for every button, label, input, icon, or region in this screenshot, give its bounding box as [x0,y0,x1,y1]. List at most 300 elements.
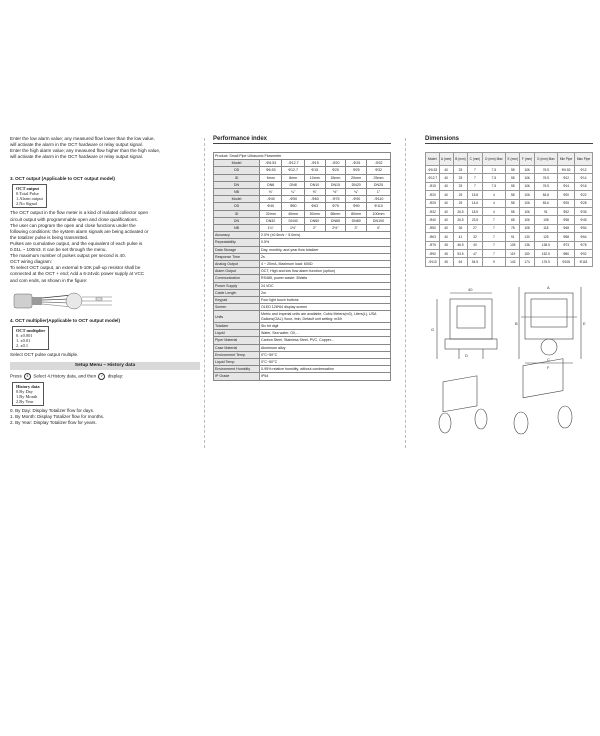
dimensions-cell: 23.5 [468,216,483,224]
spec-label: Piper Material [214,337,260,344]
oct-output-box-title: OCT output [16,186,39,192]
size-row [214,181,391,188]
dimensions-cell: Φ54 [574,224,592,232]
spec-label: Units [214,311,260,323]
spec-value: Day, monthly, and year flow totalizer [260,246,391,253]
history-line: 1. By Month: Display Totalizer flow for months. [10,413,105,419]
size-row-label: Model [214,160,260,167]
size-cell: 1¼" [260,225,282,232]
spec-label: Power Supply [214,282,260,289]
size-cell: Φ20 [325,167,346,174]
size-row [214,210,391,217]
size-cell: -Φ75 [325,196,346,203]
dimensions-row [426,182,593,190]
dimensions-cell: 25 [453,166,467,174]
dimensions-cell: 4 [482,207,505,215]
size-cell: -Φ50 [282,196,304,203]
size-cell: Φ75 [325,203,346,210]
size-cell: 20mm [346,174,367,181]
setup-menu-history-bar: Setup Menu – History data [10,362,200,370]
dimensions-cell: 40 [439,174,453,182]
spec-label: Environment Temp. [214,351,260,358]
dimensions-header-cell: E (mm) [506,153,520,166]
dimensions-cell: Φ25 [558,199,575,207]
oct-multiplier-text: Select OCT pulse output multiple. [10,351,79,357]
dimensions-cell: 7 [482,241,505,249]
size-cell: 100mm [367,210,391,217]
dimensions-cell: 136 [520,241,534,249]
spec-row [214,239,391,246]
dimensions-cell: -Φ110 [426,258,440,266]
spec-label: Screen [214,304,260,311]
spec-label: Environment Humidity [214,366,260,373]
dimensions-header-cell: C (mm) [468,153,483,166]
spec-value: 24 VDC [260,282,391,289]
dimensions-cell: 7 [482,249,505,257]
size-cell: Φ63 [304,203,325,210]
size-cell: -Φ15 [304,160,325,167]
size-cell: DN50 [304,217,325,224]
dimensions-cell: 76.5 [534,174,558,182]
label-g: G [431,326,435,332]
dimensions-cell: 176.5 [534,258,558,266]
dimensions-cell: 138.5 [534,241,558,249]
spec-row [214,246,391,253]
label-d: D [465,352,468,358]
key-4-icon: 4 [24,373,31,380]
history-option: 0.By Day [16,388,33,394]
spec-row [214,359,391,366]
dimensions-cell: Φ14 [574,174,592,182]
dimensions-row [426,199,593,207]
dimensions-header-cell: Min Pipe [558,153,575,166]
oct-output-line: The maximum number of pulses output per second is 40. [10,253,126,259]
oct-output-line: 0.01L ~ 100m3. It can be set through the menu. [10,247,107,253]
size-cell: 4" [367,225,391,232]
dimensions-cell: 25 [453,191,467,199]
performance-table [213,152,391,381]
dimensions-cell: -Φ63 [426,233,440,241]
size-cell: DN80 [346,217,367,224]
size-cell: -Φ90 [346,196,367,203]
size-row [214,160,391,167]
dimensions-cell: 25 [453,174,467,182]
spec-label: Communication [214,275,260,282]
size-cell: Φ15 [304,167,325,174]
dimensions-cell: Φ108 [558,258,575,266]
spec-label: Response Time [214,253,260,260]
dimensions-cell: 40 [439,166,453,174]
dimensions-cell: Φ78 [574,241,592,249]
dimensions-cell: -Φ20 [426,191,440,199]
spec-value: IP54 [260,373,391,380]
dimensions-cell: 40 [439,191,453,199]
dimensions-cell: Φ22 [574,191,592,199]
size-cell: 80mm [346,210,367,217]
size-cell: Φ12.7 [282,167,304,174]
size-cell: 15mm [325,174,346,181]
size-cell: Φ90 [346,203,367,210]
dimensions-cell: 40 [439,233,453,241]
size-row [214,167,391,174]
dimensions-cell: 108 [520,224,534,232]
spec-value: 2.0% (±0.5m/s ~ 5.0m/s) [260,232,391,239]
dimensions-column [425,0,593,600]
oct-multiplier-box-title: OCT multiplier [16,327,46,333]
spec-row [214,282,391,289]
oct-output-line: and com ends, as shown in the figure: [10,277,88,283]
size-row-label: ID [214,210,260,217]
spec-row [214,297,391,304]
dimensions-cell: 91 [506,233,520,241]
dimensions-cell: 26.5 [453,216,467,224]
dimensions-cell: 36 [453,224,467,232]
dimensions-cell: Φ58 [558,233,575,241]
dimensions-row [426,174,593,182]
dimensions-cell: 76.5 [534,182,558,190]
dimensions-cell: 25 [453,199,467,207]
oct-multiplier-title: 4. OCT multiplier(Applicable to OCT output model) [10,317,120,323]
checkmark-key-icon: ✓ [100,373,104,378]
dimensions-cell: 7 [482,224,505,232]
spec-label: Accuracy [214,232,260,239]
dimensions-cell: 7.5 [482,166,505,174]
dimensions-cell: 4 [482,191,505,199]
spec-value: 0°C~50°C [260,351,391,358]
dimensions-cell: -Φ25 [426,199,440,207]
size-cell: 32mm [260,210,282,217]
performance-title: Performance index [213,136,391,144]
oct-output-description [10,210,200,283]
dimensions-cell: 40 [439,182,453,190]
dimensions-cell: 9 [482,258,505,266]
oct-output-option: 1.Alarm output [16,196,43,202]
dimensions-cell: 84.8 [534,191,558,199]
label-top-dim: 40 [468,286,473,292]
size-cell: Φ32 [367,167,391,174]
dimensions-cell: 64 [453,258,467,266]
size-cell: -Φ110 [367,196,391,203]
dimensions-cell: -Φ12.7 [426,174,440,182]
size-cell: 2½" [325,225,346,232]
dimensions-cell: 45 [439,249,453,257]
performance-column [213,0,391,600]
dimensions-cell: Φ14 [558,182,575,190]
spec-value: Carbon Steel, Stainless Steel, PVC, Copper... [260,337,391,344]
dimensions-cell: 105 [506,241,520,249]
spec-row [214,268,391,275]
spec-label: Repeatability [214,239,260,246]
oct-output-line: circuit output with programmable open and close qualifications. [10,216,138,222]
spec-row [214,337,391,344]
size-cell: ⅜" [304,189,325,196]
dimensions-cell: -Φ6.53 [426,166,440,174]
dimensions-cell: Φ12 [558,174,575,182]
oct-output-title: 3. OCT output (Applicable to OCT output model) [10,176,115,182]
history-line: 0. By Day: Display Totalizer flow for days. [10,407,95,413]
dimensions-cell: Φ92 [574,249,592,257]
oct-output-line: connected at the OCT + end; Add a 6-24vdc power supply at VCC [10,271,145,277]
dimensions-header-cell: Max Pipe [574,153,592,166]
left-column [10,136,200,736]
size-cell: -Φ12.7 [282,160,304,167]
dimensions-cell: 32 [468,233,483,241]
dimensions-cell: 18.5 [468,207,483,215]
intro-line: will activate the alarm in the OCT hardware or relay output signal. [10,154,143,160]
size-cell: ⅛" [260,189,282,196]
dimensions-cell: 7 [468,166,483,174]
size-cell: DN100 [367,217,391,224]
size-cell: 1½" [282,225,304,232]
spec-label: Alarm Output [214,268,260,275]
dimensions-cell: 78 [506,224,520,232]
label-c: C [547,356,550,362]
size-cell: DN20 [346,181,367,188]
column-divider [204,138,205,448]
size-cell: -Φ20 [325,160,346,167]
dimensions-cell: Φ80 [558,249,575,257]
dimensions-cell: 106 [520,174,534,182]
size-row [214,203,391,210]
spec-value: Metric and imperial units are available, Cubic Meters(m3), Liters(L), USA Gallons(GAL) /hour, /min, Default unit setting: m3/h [260,311,391,323]
size-cell: ½" [325,189,346,196]
dimensions-cell: 58 [506,207,520,215]
dimensions-cell: Φ32 [558,207,575,215]
dimensions-cell: -Φ15 [426,182,440,190]
oct-output-line: following conditions: the system alarm signals are being activated or [10,228,149,234]
spec-row [214,289,391,296]
size-row [214,225,391,232]
dimensions-table [425,152,593,267]
size-cell: Φ110 [367,203,391,210]
dimensions-cell: Φ20 [558,191,575,199]
spec-label: Data Storage [214,246,260,253]
spec-row [214,261,391,268]
dimensions-cell: 45 [439,258,453,266]
size-row-label: NB [214,225,260,232]
dimensions-cell: 106 [520,207,534,215]
dimensions-cell: 40 [439,199,453,207]
dimensions-row [426,249,593,257]
dimensions-cell: 54.5 [468,258,483,266]
spec-value: 0.5% [260,239,391,246]
dimensions-cell: 130 [520,233,534,241]
dimensions-row [426,166,593,174]
spec-value: Four light touch buttons [260,297,391,304]
oct-multiplier-menu-box [12,326,49,350]
history-option: 1.By Month [16,393,38,399]
history-box-title: History data [16,383,40,389]
spec-value: OLED 128*64 display screen [260,304,391,311]
spec-value: 2m [260,289,391,296]
dimensions-row [426,191,593,199]
dimensions-cell: 76.5 [534,166,558,174]
dimensions-cell: 40 [468,241,483,249]
spec-value: 0°C~50°C [260,359,391,366]
oct-multiplier-option: 1. x0.01 [16,337,31,343]
label-b: B [515,320,518,326]
size-cell: -Φ40 [260,196,282,203]
oct-output-line: OCT wiring diagram: [10,259,53,265]
oct-output-option: 0.Total Pulse [16,191,39,197]
dimensions-cell: 58 [506,199,520,207]
dimensions-cell: -Φ90 [426,249,440,257]
size-row [214,174,391,181]
oct-output-menu-box [12,184,47,208]
product-cell: Product: Small Pipe Ultrasonic Flowmeter [214,153,391,160]
dimensions-header-cell: A (mm) [439,153,453,166]
size-cell: -Φ63 [304,196,325,203]
dimensions-cell: 91 [534,207,558,215]
dimensions-cell: 125 [534,233,558,241]
product-row [214,153,391,160]
size-cell: Φ40 [260,203,282,210]
dimensions-cell: 58 [506,191,520,199]
dimensions-cell: 40 [439,207,453,215]
size-cell: ¼" [282,189,304,196]
dimensions-cell: 58 [506,174,520,182]
size-cell: Φ25 [346,167,367,174]
oct-output-line: To select OCT output, an external 5-10K pull-up resistor shall be [10,265,141,271]
dimensions-cell: Φ16 [574,182,592,190]
dimensions-header-cell: F (mm) [520,153,534,166]
dimensions-cell: 152.5 [534,249,558,257]
dimensions-cell: 58 [506,182,520,190]
dimensions-cell: 45 [439,241,453,249]
size-row-label: OD [214,203,260,210]
intro-line: Enter the high alarm value; any measured flow higher than the high value, [10,148,161,154]
spec-row [214,232,391,239]
flowmeter-drawing-graphic [425,273,593,443]
spec-value: 0-95% relative humidity, without condensation [260,366,391,373]
spec-row [214,304,391,311]
spec-row [214,275,391,282]
dimensions-cell: Φ118 [574,258,592,266]
size-cell: Φ6.53 [260,167,282,174]
dimensions-cell: 106 [520,166,534,174]
dimensions-cell: 106 [520,191,534,199]
size-cell: 1" [367,189,391,196]
spec-value: Aluminum alloy [260,344,391,351]
size-cell: -Φ32 [367,160,391,167]
dimensions-cell: 118 [534,224,558,232]
dimensions-cell: 174 [520,258,534,266]
dimensions-row [426,233,593,241]
dimensions-cell: 25 [453,182,467,190]
dimensions-cell: -Φ32 [426,207,440,215]
oct-output-line: Pulses are cumulative output, and the equivalent of each pulse is [10,240,143,246]
size-cell: DN8 [282,181,304,188]
dimensions-header-cell: G (mm) Max [534,153,558,166]
spec-row [214,323,391,330]
history-line: 2. By Year: Display Totalizer flow for years. [10,420,97,426]
spec-value: 4 ~ 20mA, Maximum load: 600Ω [260,261,391,268]
spec-row [214,311,391,323]
spec-row [214,351,391,358]
dimensions-header-cell: Model [426,153,440,166]
dimensions-cell: 68 [506,216,520,224]
dimensions-cell: 14.6 [468,199,483,207]
dimensions-cell: 47 [468,249,483,257]
intro-line: will activate the alarm in the OCT hardware or relay output signal. [10,142,143,148]
size-cell: 8mm [282,174,304,181]
dimensions-cell: Φ64 [574,233,592,241]
size-cell: 2" [304,225,325,232]
dimensions-cell: 53.5 [453,249,467,257]
dimensions-cell: 143 [506,258,520,266]
dimensions-cell: 46.5 [453,241,467,249]
size-cell: 25mm [367,174,391,181]
wiring-diagram-graphic [12,286,114,316]
dimensions-cell: Φ6.53 [558,166,575,174]
size-cell: DN25 [367,181,391,188]
dimensions-cell: 106 [520,199,534,207]
dimensions-cell: Φ12 [574,166,592,174]
dimensions-cell: -Φ75 [426,241,440,249]
size-cell: DN15 [325,181,346,188]
oct-output-option: 2.No Signal [16,201,37,207]
spec-label: Liquid Temp. [214,359,260,366]
dimensions-cell: 106 [520,216,534,224]
dimensions-cell: 83.6 [534,199,558,207]
spec-row [214,344,391,351]
dimensions-title: Dimensions [425,136,593,144]
size-cell: 50mm [304,210,325,217]
dimensions-cell: Φ28 [574,199,592,207]
dimensions-cell: 15.8 [468,191,483,199]
column-divider [405,138,406,448]
dimensions-row [426,216,593,224]
spec-row [214,330,391,337]
label-f: F [547,364,550,370]
spec-label: Liquid [214,330,260,337]
dimensions-cell: 27 [468,224,483,232]
size-row [214,189,391,196]
dimensions-cell: 7 [482,233,505,241]
dimension-drawing [425,273,593,448]
dimensions-header-cell: D (mm) Max [482,153,505,166]
oct-multiplier-option: 2. x0.1 [16,342,29,348]
dimensions-cell: 41 [453,233,467,241]
dimensions-header-cell: B (mm) [453,153,467,166]
spec-row [214,366,391,373]
spec-label: Case Material [214,344,260,351]
dimensions-cell: 150 [520,249,534,257]
size-row [214,196,391,203]
dimensions-header-row [426,153,593,166]
oct-wiring-diagram [12,286,114,316]
size-row [214,217,391,224]
label-a: A [547,284,550,290]
spec-label: Analog Output [214,261,260,268]
intro-line: Enter the low alarm value; any measured flow lower than the low value, [10,136,155,141]
spec-value: OCT, High and low flow alarm function (option) [260,268,391,275]
spec-label: Totalizer [214,323,260,330]
size-cell: -Φ6.53 [260,160,282,167]
dimensions-cell: 7 [468,182,483,190]
history-option: 2.By Year [16,398,34,404]
spec-row [214,253,391,260]
label-e: E [583,320,586,326]
history-data-menu-box [12,382,44,406]
size-row-label: Model [214,196,260,203]
dimensions-cell: 40 [439,224,453,232]
size-cell: 6mm [260,174,282,181]
press-prefix: Press [10,373,22,379]
dimensions-row [426,241,593,249]
press-suffix: display: [107,373,124,379]
dimensions-cell: 40 [439,216,453,224]
